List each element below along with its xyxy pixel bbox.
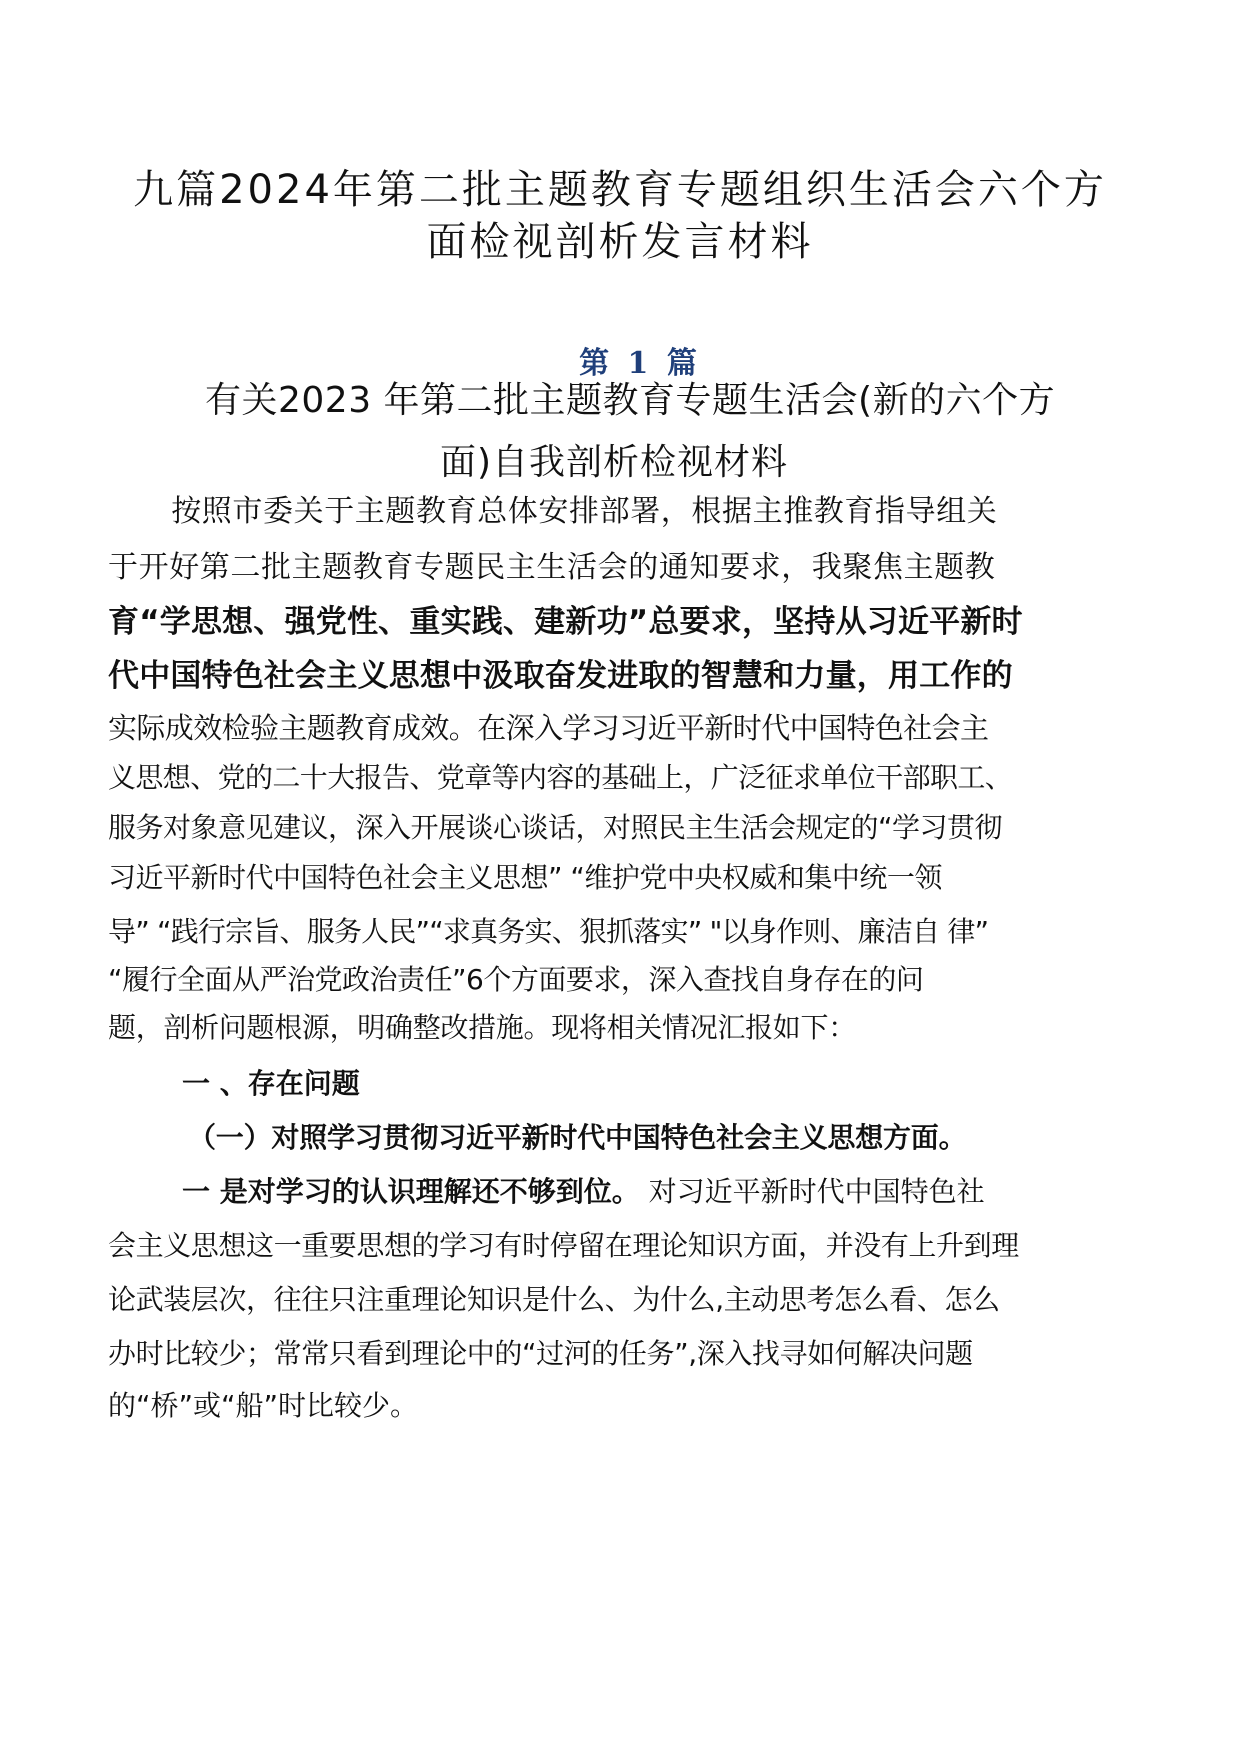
- paragraph-1-line-6: 义思想、党的二十大报告、党章等内容的基础上，广泛征求单位干部职工、: [108, 761, 1013, 794]
- paragraph-2-line-5: 的“桥”或“船”时比较少。: [108, 1389, 419, 1422]
- document-title-line-2: 面检视剖析发言材料: [426, 219, 814, 265]
- paragraph-2-line-1-rest: 对习近平新时代中国特色社: [639, 1175, 985, 1208]
- paragraph-1-line-11: 题，剖析问题根源，明确整改措施。现将相关情况汇报如下：: [108, 1011, 856, 1044]
- paragraph-1-line-3: 育“学思想、强党性、重实践、建新功”总要求，坚持从习近平新时: [108, 604, 1023, 640]
- paragraph-1-line-7: 服务对象意见建议，深入开展谈心谈话，对照民主生活会规定的“学习贯彻: [108, 811, 1003, 844]
- paragraph-2-line-3: 论武装层次，往往只注重理论知识是什么、为什么,主动思考怎么看、怎么: [108, 1283, 1000, 1316]
- chapter-title-line-1: 有关2023 年第二批主题教育专题生活会(新的六个方: [205, 380, 1056, 421]
- paragraph-2-line-4: 办时比较少；常常只看到理论中的“过河的任务”,深入找寻如何解决问题: [108, 1337, 973, 1370]
- paragraph-1-line-4: 代中国特色社会主义思想中汲取奋发进取的智慧和力量，用工作的: [108, 658, 1013, 694]
- chapter-label: 第 1 篇: [579, 346, 701, 381]
- paragraph-1-line-8: 习近平新时代中国特色社会主义思想” “维护党中央权威和集中统一领: [108, 861, 942, 894]
- document-title-line-1: 九篇2024年第二批主题教育专题组织生活会六个方: [133, 167, 1107, 213]
- paragraph-2-lead: 一 是对学习的认识理解还不够到位。: [182, 1175, 640, 1208]
- paragraph-2-line-1: [182, 1170, 985, 1210]
- paragraph-1-line-9: 导” “践行宗旨、服务人民”“求真务实、狠抓落实” "以身作则、廉洁自 律”: [108, 915, 989, 948]
- subsection-heading-1: （一）对照学习贯彻习近平新时代中国特色社会主义思想方面。: [188, 1121, 967, 1154]
- paragraph-2-line-2: 会主义思想这一重要思想的学习有时停留在理论知识方面，并没有上升到理: [108, 1229, 1019, 1262]
- paragraph-1-line-5: 实际成效检验主题教育成效。在深入学习习近平新时代中国特色社会主: [108, 711, 989, 745]
- paragraph-1-line-1: 按照市委关于主题教育总体安排部署，根据主推教育指导组关: [110, 494, 998, 529]
- paragraph-1-line-2: 于开好第二批主题教育专题民主生活会的通知要求，我聚焦主题教: [108, 550, 996, 585]
- paragraph-1-line-10: “履行全面从严治党政治责任”6个方面要求，深入查找自身存在的问: [108, 963, 924, 996]
- section-heading-1: 一 、存在问题: [182, 1067, 360, 1100]
- chapter-title-line-2: 面)自我剖析检视材料: [440, 442, 789, 483]
